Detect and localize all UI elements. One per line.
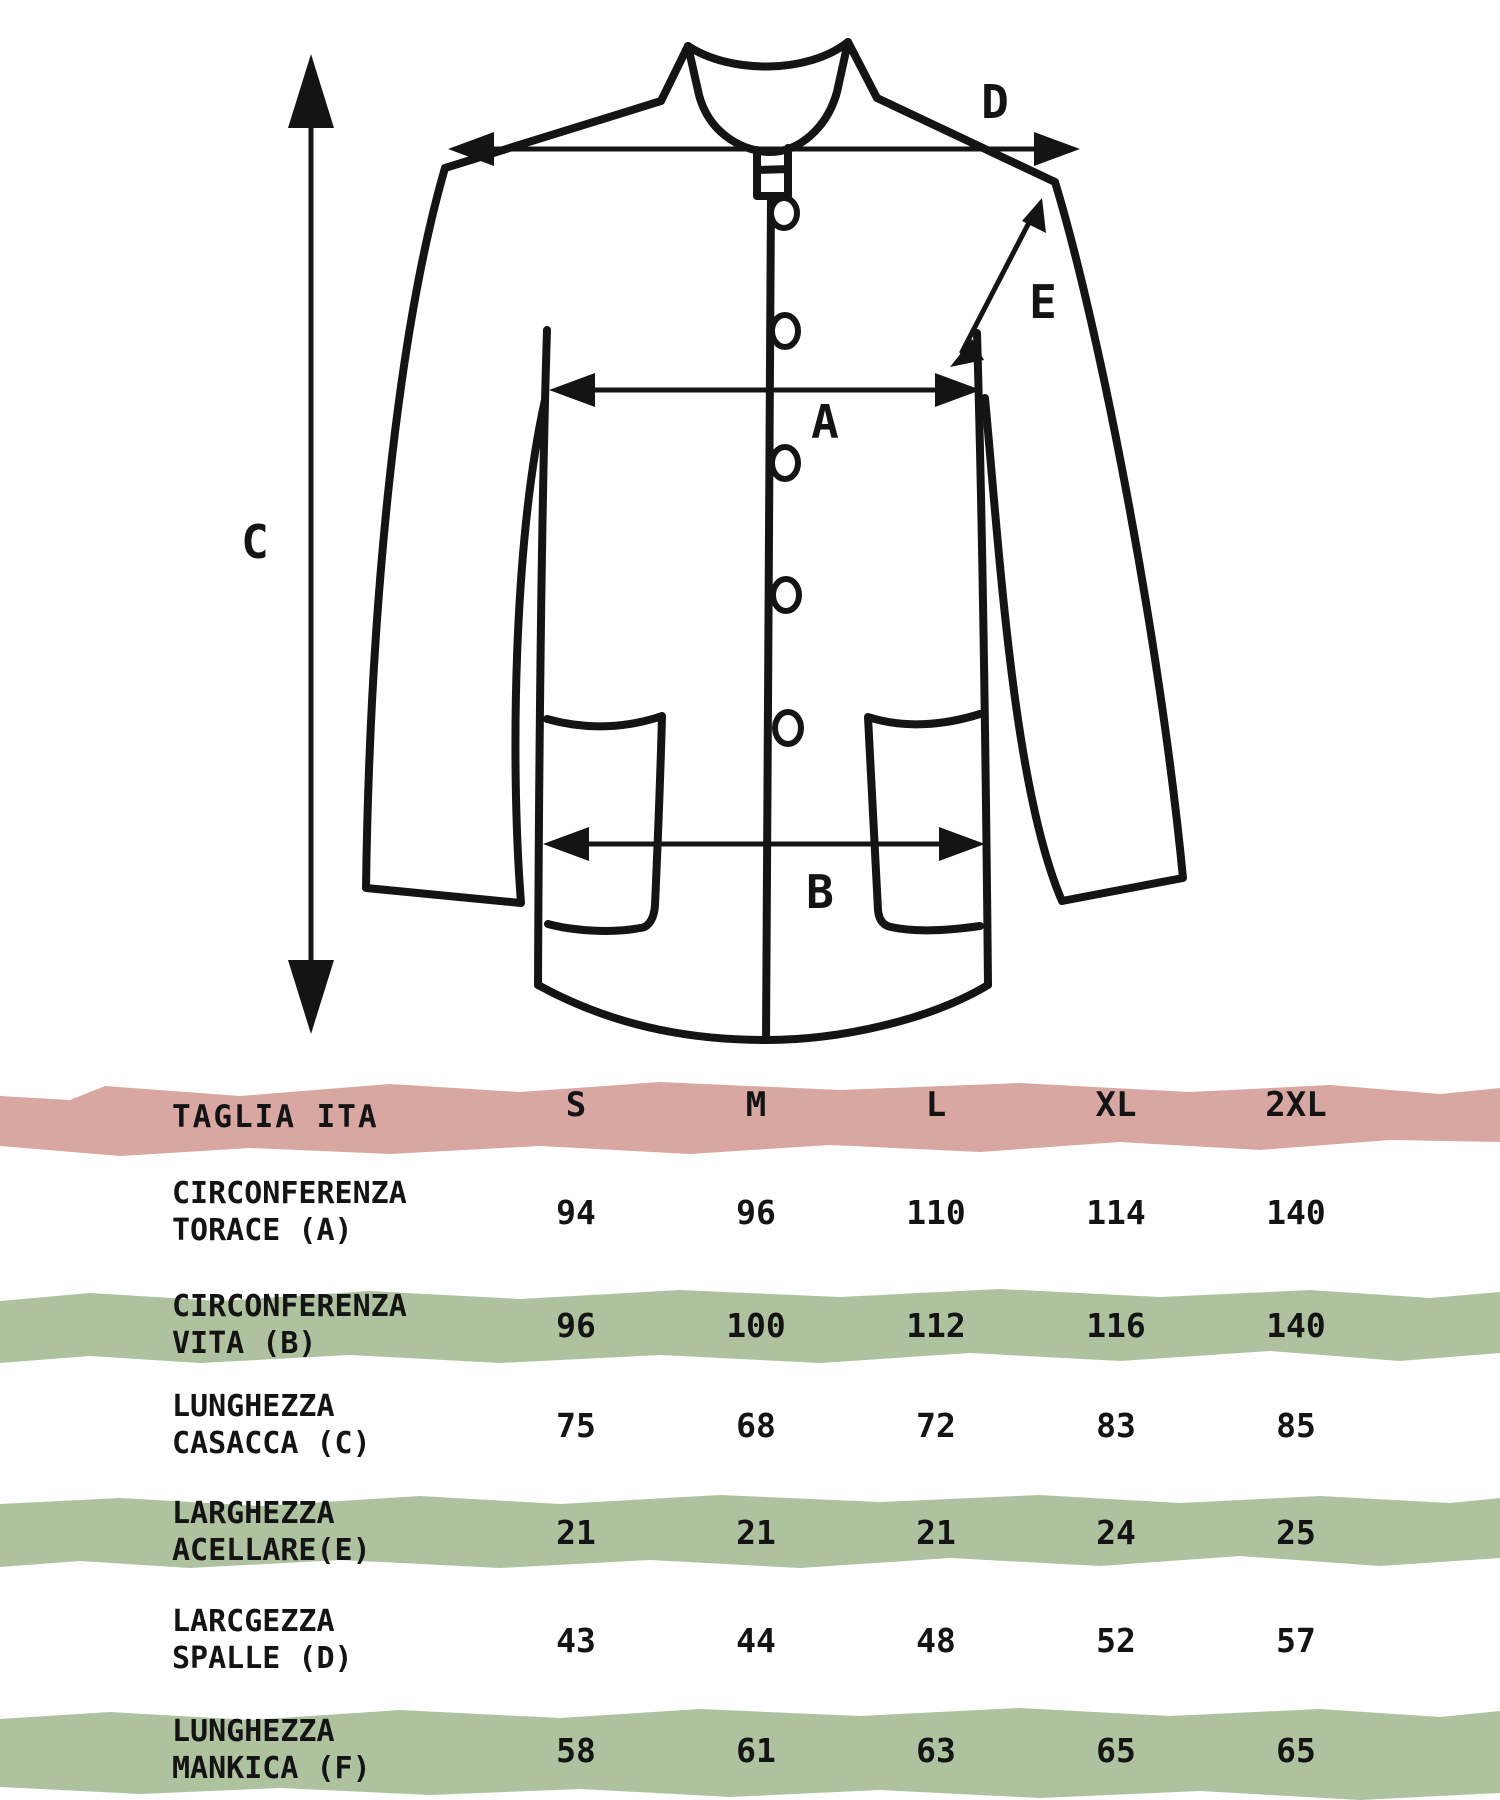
label-armpit-E: E xyxy=(1029,275,1057,329)
left-sleeve xyxy=(366,168,545,903)
left-pocket xyxy=(547,716,662,931)
size-col-xl: XL xyxy=(1095,1085,1137,1125)
row-label: LARGHEZZA ACELLARE(E) xyxy=(172,1496,371,1568)
size-col-s: S xyxy=(565,1085,587,1125)
size-col-l: L xyxy=(925,1085,947,1125)
label-chest-A: A xyxy=(811,395,839,449)
cell-value: 43 xyxy=(556,1620,596,1660)
cell-value: 112 xyxy=(906,1305,966,1345)
table-header-row xyxy=(0,1085,1500,1149)
table-row-casacca xyxy=(0,1377,1500,1473)
cell-value: 58 xyxy=(556,1730,596,1770)
cell-value: 65 xyxy=(1276,1730,1316,1770)
table-row-acellare xyxy=(0,1484,1500,1580)
cell-value: 61 xyxy=(736,1730,776,1770)
cell-value: 96 xyxy=(556,1305,596,1345)
label-waist-B: B xyxy=(806,865,834,919)
size-col-2xl: 2XL xyxy=(1265,1085,1327,1125)
table-row-spalle xyxy=(0,1592,1500,1688)
collar-top xyxy=(688,42,848,67)
button-3 xyxy=(772,447,798,479)
right-pocket xyxy=(868,714,980,930)
row-label: LUNGHEZZA MANKICA (F) xyxy=(172,1714,371,1786)
cell-value: 140 xyxy=(1266,1305,1326,1345)
row-label: CIRCONFERENZA VITA (B) xyxy=(172,1289,407,1361)
button-2 xyxy=(772,315,798,347)
right-sleeve xyxy=(985,182,1183,901)
label-length-C: C xyxy=(241,515,269,569)
cell-value: 68 xyxy=(736,1405,776,1445)
cell-value: 21 xyxy=(556,1512,596,1552)
size-col-m: M xyxy=(745,1085,767,1125)
table-row-vita xyxy=(0,1277,1500,1373)
cell-value: 75 xyxy=(556,1405,596,1445)
cell-value: 110 xyxy=(906,1192,966,1232)
cell-value: 48 xyxy=(916,1620,956,1660)
front-opening-line xyxy=(766,196,771,1040)
buttons xyxy=(771,198,801,744)
collar-bowl xyxy=(661,42,877,152)
cell-value: 24 xyxy=(1096,1512,1136,1552)
cell-value: 85 xyxy=(1276,1405,1316,1445)
button-5 xyxy=(775,712,801,744)
cell-value: 21 xyxy=(736,1512,776,1552)
button-4 xyxy=(773,579,799,611)
row-label: CIRCONFERENZA TORACE (A) xyxy=(172,1176,407,1248)
right-shoulder-seam xyxy=(877,98,1055,182)
label-shoulder-D: D xyxy=(981,75,1009,129)
cell-value: 94 xyxy=(556,1192,596,1232)
header-label: TAGLIA ITA xyxy=(172,1098,379,1135)
measurement-arrows xyxy=(288,54,1080,1034)
dimension-letters xyxy=(241,75,1057,919)
cell-value: 114 xyxy=(1086,1192,1146,1232)
cell-value: 44 xyxy=(736,1620,776,1660)
table-row-manica xyxy=(0,1702,1500,1798)
cell-value: 72 xyxy=(916,1405,956,1445)
cell-value: 116 xyxy=(1086,1305,1146,1345)
cell-value: 57 xyxy=(1276,1620,1316,1660)
cell-value: 100 xyxy=(726,1305,786,1345)
cell-value: 21 xyxy=(916,1512,956,1552)
length-arrow-C xyxy=(288,54,334,1034)
table-row-torace xyxy=(0,1162,1500,1262)
jacket-outline xyxy=(366,42,1183,1040)
row-label: LUNGHEZZA CASACCA (C) xyxy=(172,1389,371,1461)
cell-value: 96 xyxy=(736,1192,776,1232)
cell-value: 140 xyxy=(1266,1192,1326,1232)
cell-value: 25 xyxy=(1276,1512,1316,1552)
button-1 xyxy=(771,198,797,228)
chest-arrow-A xyxy=(549,373,981,407)
cell-value: 83 xyxy=(1096,1405,1136,1445)
cell-value: 52 xyxy=(1096,1620,1136,1660)
cell-value: 63 xyxy=(916,1730,956,1770)
row-label: LARCGEZZA SPALLE (D) xyxy=(172,1604,353,1676)
cell-value: 65 xyxy=(1096,1730,1136,1770)
